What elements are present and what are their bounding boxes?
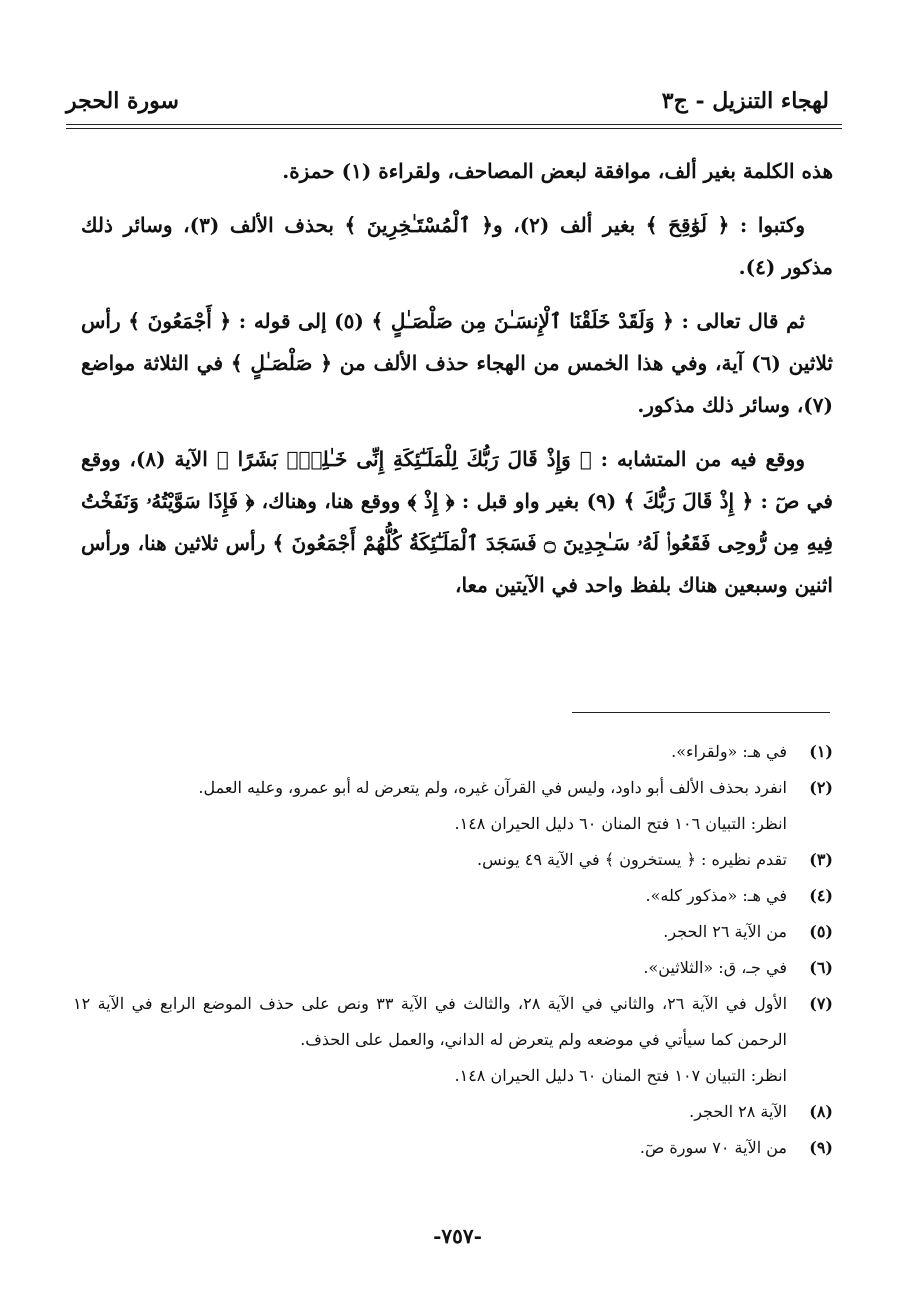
- footnotes: [73, 734, 833, 1166]
- paragraph-3: ثم قال تعالى : ﴿ وَلَقَدْ خَلَقْنَا ٱلْإِنسَـٰنَ مِن صَلْصَـٰلٍ ﴾ (٥) إلى قوله : ﴿ أَجْمَعُونَ ﴾ رأس ثلاثين (٦) آية، وفي هذا الخمس من الهجاء حذف الألف من ﴿ صَلْصَـٰلٍ ﴾ في الثلاثة مواضع (٧)، وسائر ذلك مذكور.: [81, 309, 833, 417]
- paragraph-1: هذه الكلمة بغير ألف، موافقة لبعض المصاحف، ولقراءة (١) حمزة.: [282, 159, 833, 183]
- footnote-text: انظر: التبيان ١٠٦ فتح المنان ٦٠ دليل الحيران ١٤٨.: [454, 814, 787, 833]
- footnote-item: [73, 806, 833, 842]
- header-rule-top: [66, 124, 842, 125]
- surah-name-header: سورة الحجر: [66, 88, 179, 114]
- footnote-item: [73, 878, 833, 914]
- footnote-number: (٧): [809, 994, 833, 1013]
- footnote-item: [73, 986, 833, 1058]
- footnote-number: (٨): [809, 1102, 833, 1121]
- footnote-text: الأول في الآية ٢٦، والثاني في الآية ٢٨، والثالث في الآية ٣٣ ونص على حذف الموضع الرابع في الآية ١٢ الرحمن كما سيأتي في موضعه ولم يتعرض له الداني، والعمل على الحذف.: [73, 994, 788, 1049]
- footnote-number: (٢): [809, 778, 833, 797]
- footnote-text: في هـ: «مذكور كله».: [645, 886, 787, 905]
- page-number: -٧٥٧-: [433, 1224, 482, 1248]
- footnote-number: (٣): [809, 850, 833, 869]
- footnote-item: [73, 1058, 833, 1094]
- footnote-text: الآية ٢٨ الحجر.: [689, 1102, 787, 1121]
- footnote-item: [73, 950, 833, 986]
- footnote-item: [73, 1130, 833, 1166]
- footnote-text: انظر: التبيان ١٠٧ فتح المنان ٦٠ دليل الحيران ١٤٨.: [454, 1066, 787, 1085]
- footnote-text: في هـ: «ولقراء».: [671, 742, 787, 761]
- footnote-number: (١): [809, 742, 833, 761]
- footnote-text: انفرد بحذف الألف أبو داود، وليس في القرآن غيره، ولم يتعرض له أبو عمرو، وعليه العمل.: [198, 778, 787, 797]
- footnote-text: من الآية ٧٠ سورة صٓ.: [639, 1138, 787, 1157]
- footnote-text: من الآية ٢٦ الحجر.: [663, 922, 787, 941]
- footnote-number: (٦): [809, 958, 833, 977]
- book-title-header: لهجاء التنزيل - ج٣: [661, 88, 829, 114]
- footnote-text: تقدم نظيره : ﴿ يستخرون ﴾ في الآية ٤٩ يونس.: [476, 850, 787, 869]
- paragraph-4: ووقع فيه من المتشابه : ﴿ وَإِذْ قَالَ رَبُّكَ لِلْمَلَـٰٓئِكَةِ إِنِّى خَـٰلِقٌۢ بَشَرًا ﴾ الآية (٨)، ووقع في صٓ : ﴿ إِذْ قَالَ رَبُّكَ ﴾ (٩) بغير واو قبل : ﴿ إِذْ ﴾ ووقع هنا، وهناك، ﴿ فَإِذَا سَوَّيْتُهُۥ وَنَفَخْتُ فِيهِ مِن رُّوحِى فَقَعُوا۟ لَهُۥ سَـٰجِدِينَ ۝ فَسَجَدَ ٱلْمَلَـٰٓئِكَةُ كُلُّهُمْ أَجْمَعُونَ ﴾ رأس ثلاثين هنا، ورأس اثنين وسبعين هناك بلفظ واحد في الآيتين معا،: [81, 447, 833, 597]
- footnote-text: في جـ، ق: «الثلاثين».: [643, 958, 787, 977]
- footnote-item: [73, 842, 833, 878]
- footnote-number: (٩): [809, 1138, 833, 1157]
- footnote-item: [73, 734, 833, 770]
- header-rule-bottom: [66, 128, 842, 129]
- footnote-number: (٥): [809, 922, 833, 941]
- footnote-item: [73, 1094, 833, 1130]
- footnote-separator: [572, 712, 830, 713]
- footnote-item: [73, 914, 833, 950]
- footnote-number: (٤): [809, 886, 833, 905]
- paragraph-2: وكتبوا : ﴿ لَوَٰقِحَ ﴾ بغير ألف (٢)، و﴿ ٱلْمُسْتَـٰخِرِينَ ﴾ بحذف الألف (٣)، وسائر ذلك مذكور (٤).: [81, 213, 833, 279]
- main-text: [81, 150, 833, 618]
- footnote-item: [73, 770, 833, 806]
